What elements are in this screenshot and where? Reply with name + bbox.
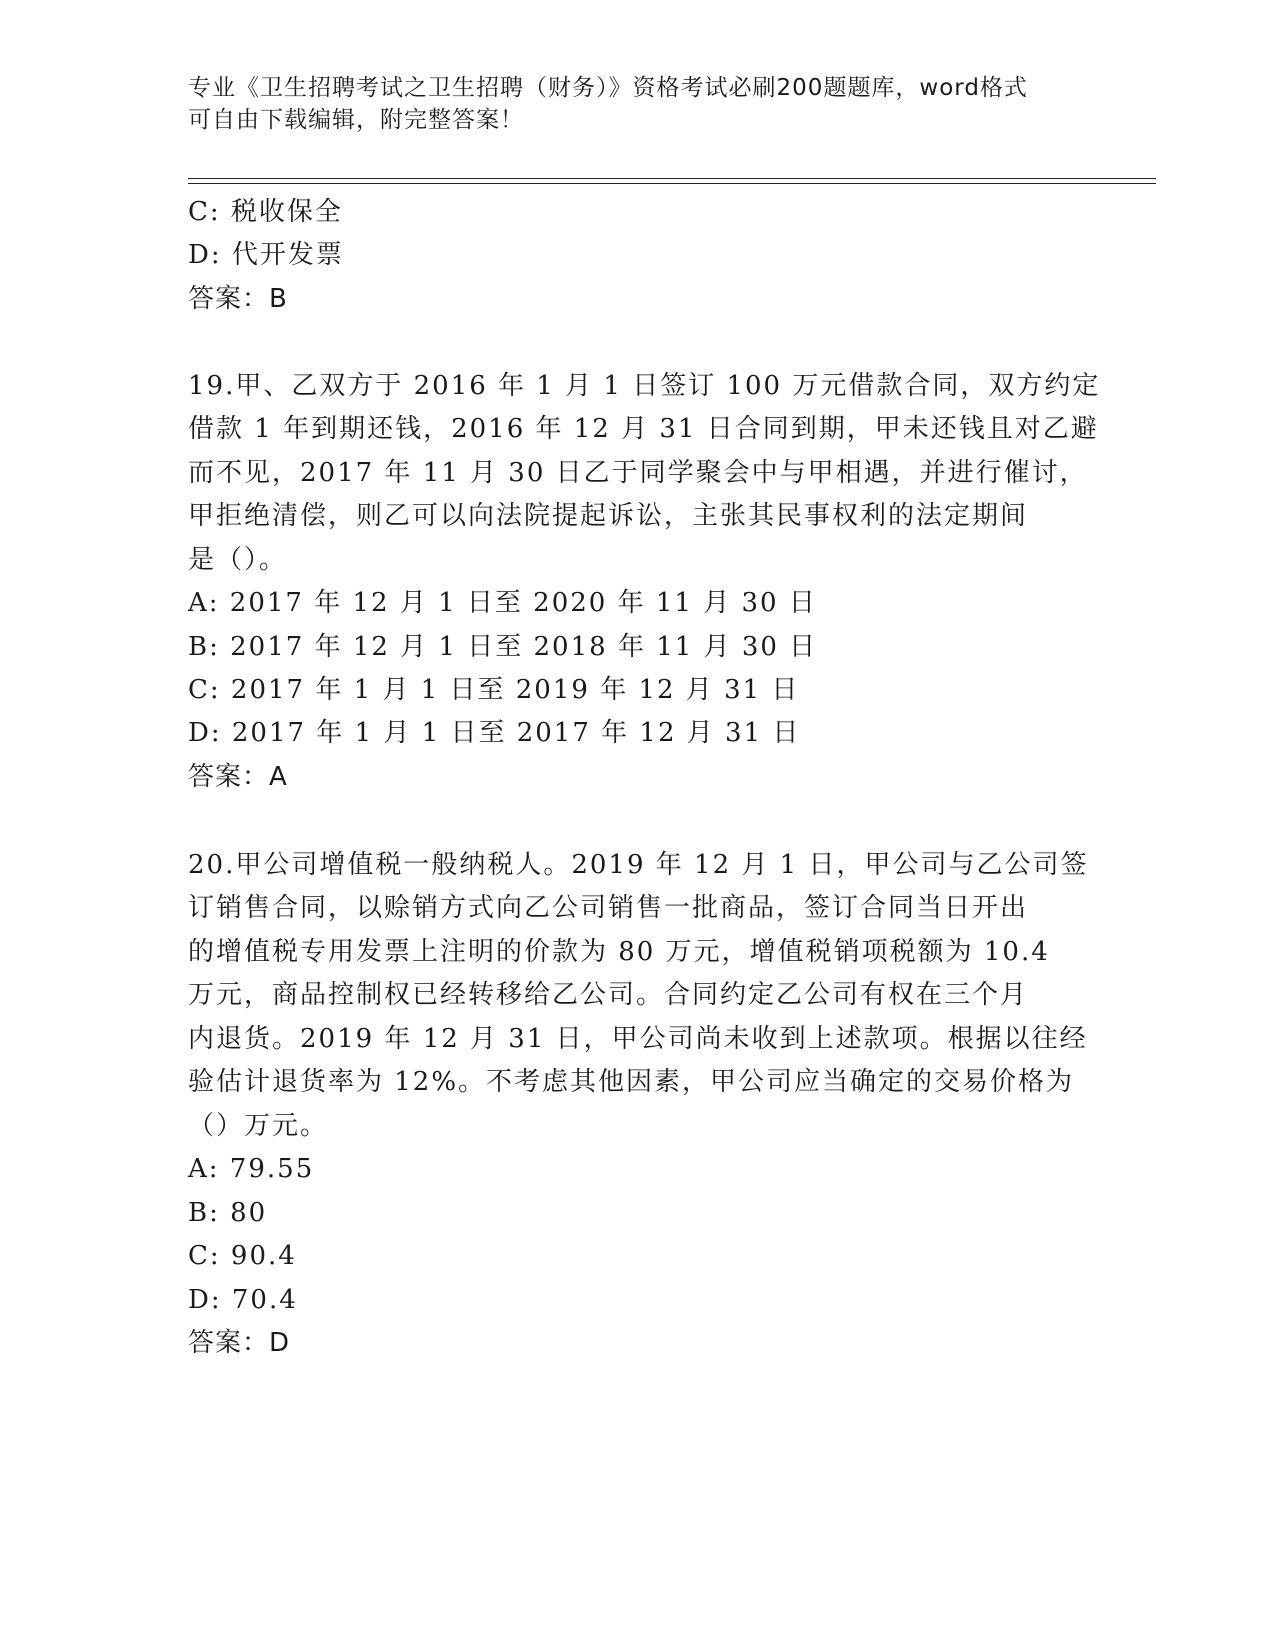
q19-option-b: B: 2017 年 12 月 1 日至 2018 年 11 月 30 日 bbox=[188, 632, 818, 662]
header-line-2: 可自由下载编辑，附完整答案！ bbox=[188, 107, 524, 133]
q20-stem-line: 订销售合同，以赊销方式向乙公司销售一批商品，签订合同当日开出 bbox=[188, 893, 1029, 923]
q20-stem-line: 万元，商品控制权已经转移给乙公司。合同约定乙公司有权在三个月 bbox=[188, 980, 1029, 1010]
q20-stem-line: 内退货。2019 年 12 月 31 日，甲公司尚未收到上述款项。根据以往经 bbox=[188, 1024, 1088, 1054]
q19-stem-line: 而不见，2017 年 11 月 30 日乙于同学聚会中与甲相遇，并进行催讨， bbox=[188, 458, 1088, 488]
header-divider-bottom bbox=[188, 183, 1156, 184]
q20-stem-line: 的增值税专用发票上注明的价款为 80 万元，增值税销项税额为 10.4 bbox=[188, 937, 1050, 967]
header-divider-top bbox=[188, 178, 1156, 179]
page-header bbox=[188, 72, 1068, 136]
q20-option-c: C: 90.4 bbox=[188, 1241, 297, 1271]
q19-stem-line: 借款 1 年到期还钱，2016 年 12 月 31 日合同到期，甲未还钱且对乙避 bbox=[188, 414, 1099, 444]
q20-option-b: B: 80 bbox=[188, 1198, 268, 1228]
q19-stem-line: 是（）。 bbox=[188, 545, 288, 575]
q20-stem-line: （）万元。 bbox=[188, 1111, 329, 1141]
q20-option-a: A: 79.55 bbox=[188, 1154, 315, 1184]
q18-option-c: C: 税收保全 bbox=[188, 197, 343, 227]
q19-option-c: C: 2017 年 1 月 1 日至 2019 年 12 月 31 日 bbox=[188, 675, 800, 705]
q20-answer: 答案：D bbox=[188, 1328, 291, 1358]
q18-option-d: D: 代开发票 bbox=[188, 240, 344, 270]
q20-option-d: D: 70.4 bbox=[188, 1285, 298, 1315]
q19-answer: 答案：A bbox=[188, 762, 288, 792]
header-line-1: 专业《卫生招聘考试之卫生招聘（财务）》资格考试必刷200题题库，word格式 bbox=[188, 75, 1028, 101]
q19-option-d: D: 2017 年 1 月 1 日至 2017 年 12 月 31 日 bbox=[188, 718, 801, 748]
q19-option-a: A: 2017 年 12 月 1 日至 2020 年 11 月 30 日 bbox=[188, 588, 817, 618]
q19-stem-line: 19.甲、乙双方于 2016 年 1 月 1 日签订 100 万元借款合同，双方约定 bbox=[188, 371, 1101, 401]
q20-stem-line: 验估计退货率为 12%。不考虑其他因素，甲公司应当确定的交易价格为 bbox=[188, 1067, 1075, 1097]
q20-stem-line: 20.甲公司增值税一般纳税人。2019 年 12 月 1 日，甲公司与乙公司签 bbox=[188, 850, 1089, 880]
q18-answer: 答案：B bbox=[188, 284, 288, 314]
q19-stem-line: 甲拒绝清偿，则乙可以向法院提起诉讼，主张其民事权利的法定期间 bbox=[188, 501, 1029, 531]
